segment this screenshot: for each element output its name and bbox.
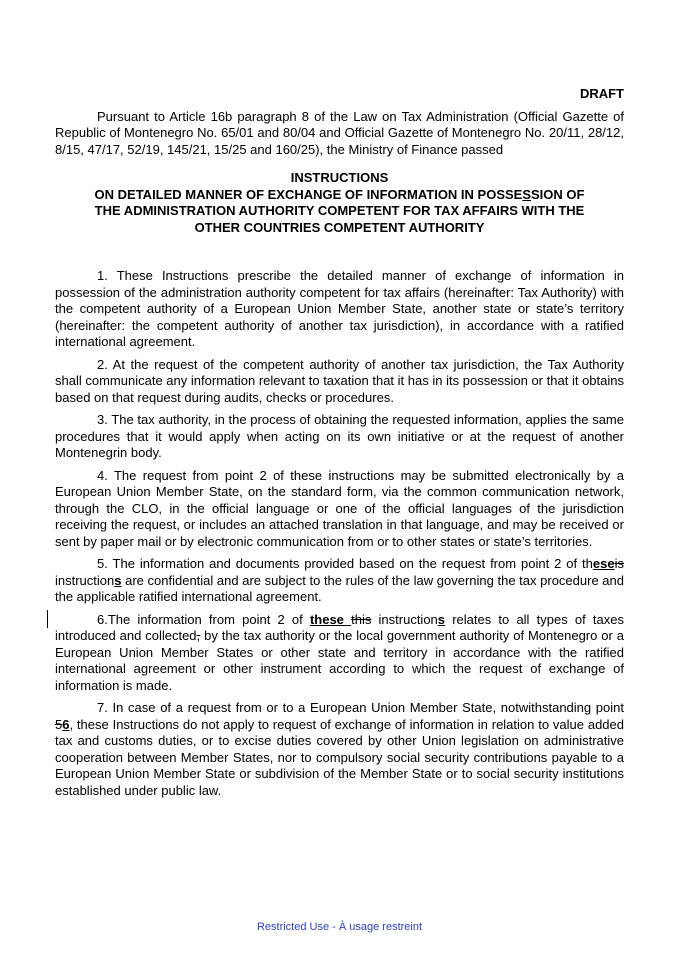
change-bar — [47, 610, 48, 628]
p6-inserted-these: these — [309, 611, 352, 627]
title-line-2 — [55, 187, 624, 204]
paragraph-4: 4. The request from point 2 of these instructions may be submitted electronically by a European Union Member State, on the standard form, via the common communication network, through the CLO, in the official language or one of the official languages of the jurisdiction receiving the request, or includes an attached translation in that language, and may be received or sent by paper mail or by electronic communication from or to other states or state’s territories. — [55, 467, 624, 549]
paragraph-5 — [55, 556, 624, 606]
p5-text-a: 5. The information and documents provided based on the request from point 2 of th — [97, 556, 593, 571]
p6-text-b: instruction — [371, 611, 438, 627]
paragraph-2: 2. At the request of the competent authority of another tax jurisdiction, the Tax Authority shall communicate any information relevant to taxation that it has in its possession or that it obtains based on that request during audits, checks or procedures. — [55, 356, 624, 405]
p6-text-a: 6.The information from point 2 of — [97, 611, 310, 627]
p7-deleted-5: 5 — [55, 716, 63, 732]
p6-inserted-s: s — [437, 611, 446, 627]
title-line-2-part-c: SION OF — [531, 186, 585, 202]
p5-text-b: instruction — [55, 572, 115, 588]
p5-deleted-is: is — [614, 556, 624, 571]
title-line-2-part-a: ON DETAILED MANNER OF EXCHANGE OF INFORMATION IN POSSE — [94, 186, 523, 202]
paragraph-3: 3. The tax authority, in the process of obtaining the requested information, applies the same procedures that it would apply when acting on its own initiative or at the request of another Montenegrin body. — [55, 412, 624, 460]
paragraph-6-wrapper — [55, 612, 624, 695]
paragraph-1: 1. These Instructions prescribe the detailed manner of exchange of information in possession of the administration authority competent for tax affairs (hereinafter: Tax Authority) with the competent authority of a European Union Member State, another state or state’s territory (hereinafter: the competent authority of another tax jurisdiction), in accordance with a ratified international agreement. — [55, 268, 624, 349]
draft-label: DRAFT — [579, 86, 624, 101]
document-page — [55, 86, 624, 805]
preamble: Pursuant to Article 16b paragraph 8 of the Law on Tax Administration (Official Gazette of Republic of Montenegro No. 65/01 and 80/04 and Official Gazette of Montenegro No. 20/11, 28/12, 8/15, 47/17, 52/19, 145/21, 15/25 and 160/25), the Ministry of Finance passed — [55, 108, 624, 157]
p7-inserted-6: 6 — [62, 716, 70, 732]
paragraph-6 — [55, 612, 624, 695]
p6-deleted-comma: , — [196, 628, 201, 643]
p5-inserted-ese: ese — [592, 556, 615, 571]
p6-text-c: relates to all types of taxes introduced and collected — [55, 611, 624, 643]
p6-deleted-this: this — [351, 611, 372, 627]
p5-inserted-s: s — [114, 572, 122, 588]
p5-text-c: are confidential and are subject to the rules of the law governing the tax procedure and the applicable ratified international agreement. — [55, 572, 624, 604]
title-inserted-letter: S — [522, 186, 532, 202]
p7-text-b: , these Instructions do not apply to request of exchange of information in relation to value added tax and customs duties, or to excise duties covered by other Union legislation on administrative cooperation between Member States, nor to compulsory social security contributions payable to a European Union Member State or subdivision of the Member State or to social security institutions established under public law. — [55, 716, 624, 798]
p6-text-d: by the tax authority or the local government authority of Montenegro or a European Union Member States or other state and territory in accordance with the ratified international agreement or other instrument according to which the request of exchange of information is made. — [55, 628, 624, 693]
footer-classification: Restricted Use - À usage restreint — [256, 921, 423, 933]
title-line-4: OTHER COUNTRIES COMPETENT AUTHORITY — [194, 219, 485, 235]
title-line-3: THE ADMINISTRATION AUTHORITY COMPETENT FOR TAX AFFAIRS WITH THE — [94, 203, 585, 218]
document-title — [55, 170, 624, 236]
title-line-1: INSTRUCTIONS — [290, 170, 389, 185]
paragraph-7 — [55, 700, 624, 799]
p7-text-a: 7. In case of a request from or to a European Union Member State, notwithstanding point — [97, 700, 624, 715]
